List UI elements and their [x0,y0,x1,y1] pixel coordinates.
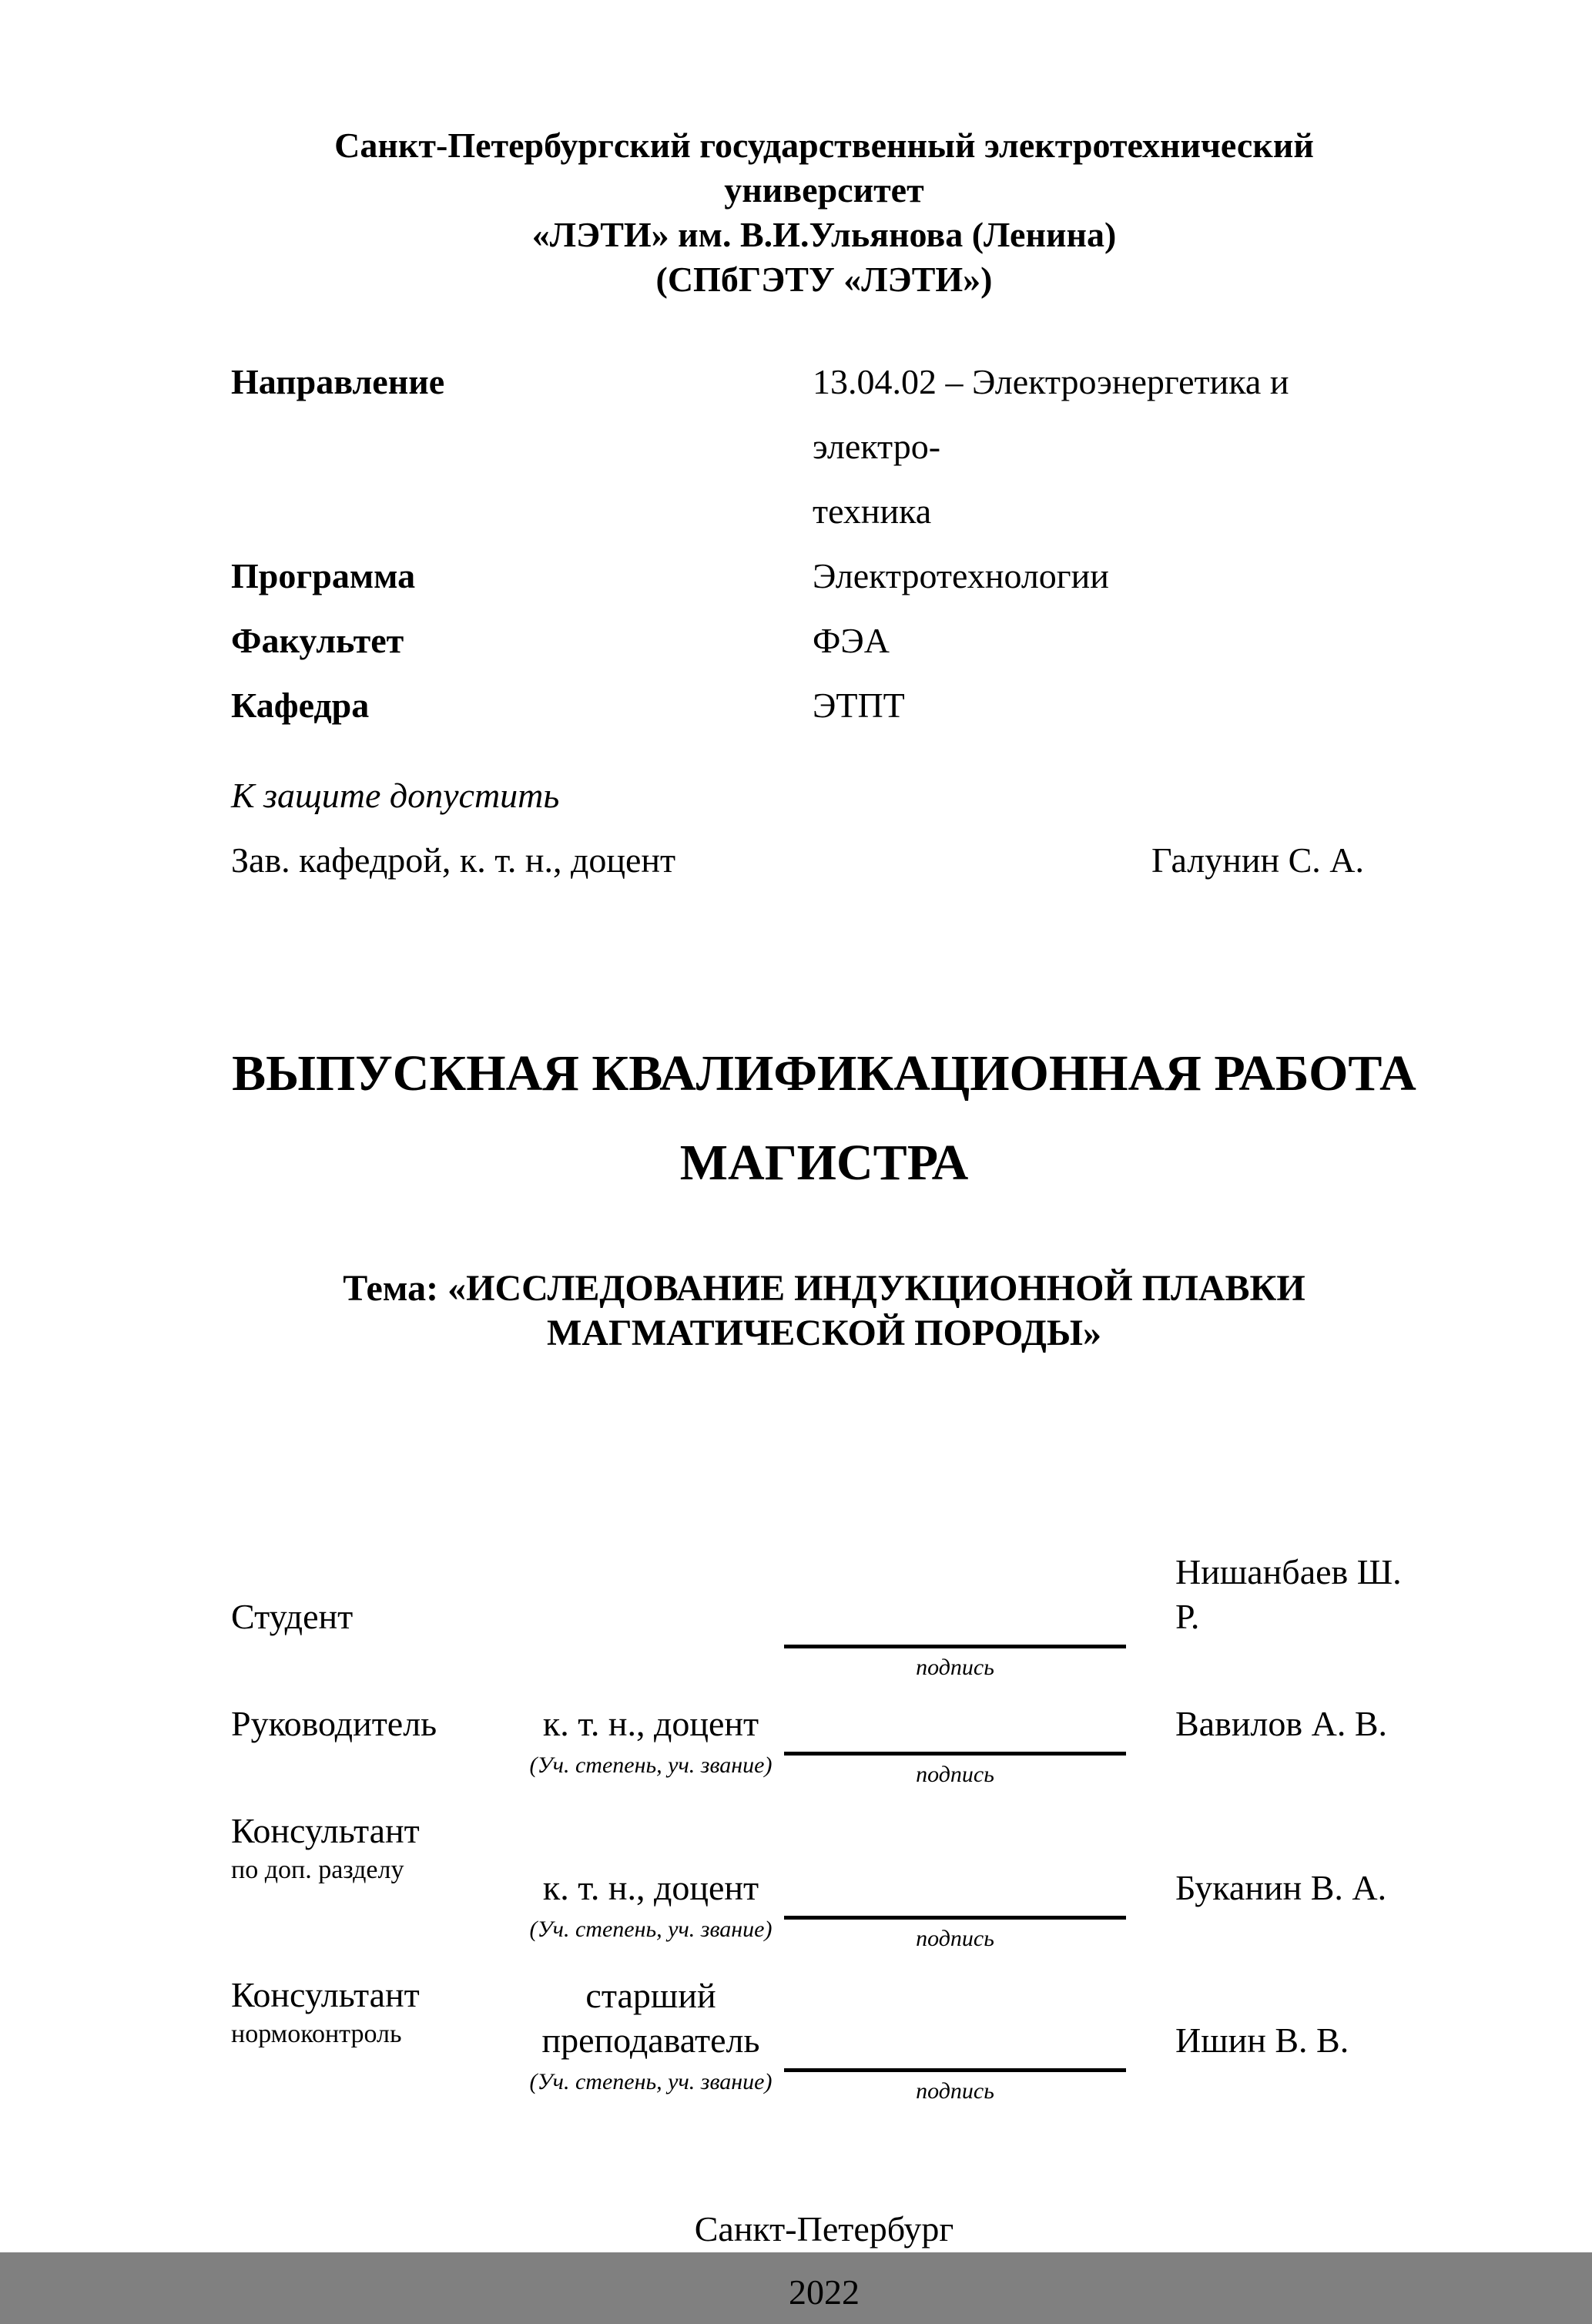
signatory-role-cell [231,1973,524,2105]
degree-caption: (Уч. степень, уч. звание) [529,2069,773,2094]
footer [231,2198,1417,2324]
work-theme [231,1266,1417,1356]
university-abbreviation: (СПбГЭТУ «ЛЭТИ») [655,260,993,299]
page-content [231,123,1417,2324]
signatory-degree-cell [524,1639,778,1682]
signatory-role-note: по доп. разделу [231,1856,404,1884]
signature-row-consultant-additional [231,1809,1417,1953]
signatory-degree: старший преподаватель [541,1976,760,2060]
work-title [231,1029,1417,1208]
signatory-degree-cell [524,1866,778,1953]
signatory-role-note: нормоконтроль [231,2020,402,2048]
field-label-program: Программа [231,556,416,595]
degree-caption: (Уч. степень, уч. звание) [529,1752,773,1778]
signature-field-cell [778,1916,1132,1962]
signatory-name: Нишанбаев Ш. Р. [1175,1552,1402,1636]
signatory-degree: к. т. н., доцент [542,1704,759,1743]
signature-caption: подпись [916,1926,994,1951]
signatory-name-cell [1132,1866,1417,1953]
signatory-role: Руководитель [231,1704,437,1743]
field-label-direction: Направление [231,362,445,401]
work-title-line1: ВЫПУСКНАЯ КВАЛИФИКАЦИОННАЯ РАБОТА [232,1045,1416,1102]
signature-row-consultant-normcontrol [231,1973,1417,2105]
admission-note: К защите допустить [231,776,560,815]
signatory-role: Консультант [231,1811,420,1850]
signatory-name-cell [1132,1702,1417,1789]
signatory-role: Студент [231,1597,354,1636]
signatory-name: Вавилов А. В. [1175,1704,1388,1743]
field-label-faculty: Факультет [231,621,404,660]
signatory-role-cell [231,1809,524,1953]
signatory-role: Консультант [231,1975,420,2014]
signatory-name: Буканин В. А. [1175,1868,1387,1907]
head-of-department-name: Галунин С. А. [1151,840,1364,880]
field-label-department: Кафедра [231,686,370,725]
footer-year: 2022 [789,2272,860,2312]
work-title-line2: МАГИСТРА [679,1135,969,1191]
university-name-line1: Санкт-Петербургский государственный электротехнический университет [334,126,1314,210]
footer-city: Санкт-Петербург [694,2209,954,2249]
degree-caption [524,1639,778,1682]
signatory-role-cell [231,1595,524,1682]
signature-field-cell [778,2068,1132,2114]
signatory-name-cell [1132,2018,1417,2105]
degree-caption: (Уч. степень, уч. звание) [529,1917,773,1942]
signature-caption: подпись [916,1655,994,1680]
admission-row [231,838,1417,883]
signatures-block [231,1550,1417,2105]
signature-row-student [231,1550,1417,1682]
signatory-degree-cell [524,1974,778,2105]
signature-field-cell [778,1645,1132,1691]
program-info-table [231,350,1417,738]
signature-caption: подпись [916,1762,994,1787]
direction-value-line1: 13.04.02 – Электроэнергетика и электро- [813,362,1289,466]
university-name-line2: «ЛЭТИ» им. В.И.Ульянова (Ленина) [531,215,1117,254]
field-value-department: ЭТПТ [813,686,905,725]
field-value-direction [813,350,1417,544]
university-header [231,123,1417,302]
signatory-name-cell [1132,1550,1417,1682]
work-theme-line2: МАГМАТИЧЕСКОЙ ПОРОДЫ» [547,1313,1101,1353]
work-theme-line1: Тема: «ИССЛЕДОВАНИЕ ИНДУКЦИОННОЙ ПЛАВКИ [343,1268,1305,1309]
signatory-degree: к. т. н., доцент [542,1868,759,1907]
signature-row-supervisor [231,1702,1417,1789]
signature-field-cell [778,1752,1132,1798]
field-value-faculty: ФЭА [813,621,890,660]
head-of-department-position: Зав. кафедрой, к. т. н., доцент [231,840,676,880]
signature-caption: подпись [916,2078,994,2104]
direction-value-line2: техника [813,491,932,531]
field-value-program: Электротехнологии [813,556,1109,595]
signatory-degree-cell [524,1702,778,1789]
signatory-role-cell [231,1702,524,1789]
signatory-name: Ишин В. В. [1175,2021,1349,2060]
